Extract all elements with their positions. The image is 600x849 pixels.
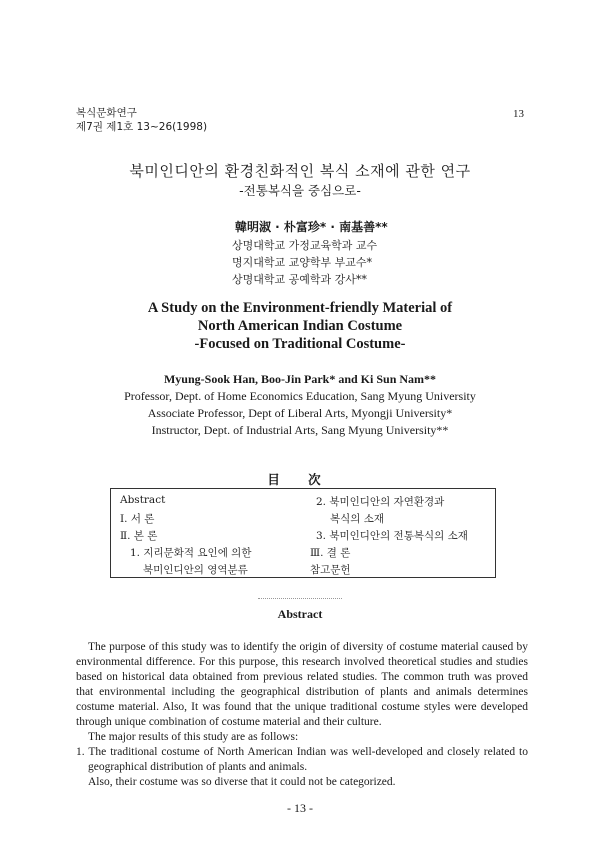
toc-item-conclusion[interactable]: Ⅲ. 결 론 <box>310 547 351 559</box>
english-affiliation-1: Professor, Dept. of Home Economics Education, Sang Myung University <box>124 389 476 403</box>
korean-affiliation-3: 상명대학교 공예학과 강사** <box>232 273 367 286</box>
english-title-line-1: A Study on the Environment-friendly Material of <box>147 300 453 316</box>
abstract-heading: Abstract <box>277 607 323 621</box>
toc-heading: 目 次 <box>0 470 600 488</box>
page-number-bottom: - 13 - <box>287 801 313 815</box>
korean-title: 북미인디안의 환경친화적인 복식 소재에 관한 연구 <box>129 162 471 180</box>
english-authors: Myung-Sook Han, Boo-Jin Park* and Ki Sun Nam** <box>163 372 437 386</box>
english-title-line-2: North American Indian Costume <box>197 318 403 334</box>
english-affiliation-3: Instructor, Dept. of Industrial Arts, Sang Myung University** <box>151 423 449 437</box>
toc-item-section-1[interactable]: 1. 지리문화적 요인에 의한 <box>130 547 252 559</box>
toc-item-introduction[interactable]: Ⅰ. 서 론 <box>120 513 155 525</box>
section-divider <box>258 598 342 599</box>
abstract-paragraph-2: The major results of this study are as follows: <box>88 731 299 743</box>
page-number-top: 13 <box>513 108 524 120</box>
english-subtitle: -Focused on Traditional Costume- <box>194 336 406 352</box>
toc-item-section-2[interactable]: 2. 북미인디안의 자연환경과 <box>316 496 445 508</box>
toc-item-section-3[interactable]: 3. 북미인디안의 전통복식의 소재 <box>316 530 468 542</box>
korean-affiliation-2: 명지대학교 교양학부 부교수* <box>232 256 373 269</box>
abstract-body <box>76 640 528 790</box>
korean-affiliation-1: 상명대학교 가정교육학과 교수 <box>232 239 378 252</box>
toc-item-section-2-cont: 복식의 소재 <box>330 513 385 525</box>
korean-subtitle: -전통복식을 중심으로- <box>239 183 361 198</box>
toc-item-abstract[interactable]: Abstract <box>120 494 166 506</box>
abstract-result-1: 1. The traditional costume of North American Indian was well-developed and closely related to geographical distribution of plants and animals. <box>76 746 528 773</box>
abstract-result-1-continued: Also, their costume was so diverse that it could not be categorized. <box>88 776 396 788</box>
journal-name: 복식문화연구 <box>76 107 137 119</box>
abstract-paragraph-1: The purpose of this study was to identify the origin of diversity of costume material caused by environmental difference. For this purpose, this research involved theoretical studies and studies based on historical data obtained from previous related studies. The common truth was proved that environmental including the geographical distribution of plants and animals determines costume material. Also, It was found that the unique traditional costume styles were developed through unique combination of costume material and their culture. <box>76 641 528 728</box>
journal-volume: 제7권 제1호 13~26(1998) <box>76 121 208 133</box>
toc-item-main-body[interactable]: Ⅱ. 본 론 <box>120 530 158 542</box>
korean-authors: 韓明淑 · 朴富珍* · 南基善** <box>235 220 388 234</box>
english-affiliation-2: Associate Professor, Dept of Liberal Arts, Myongji University* <box>147 406 453 420</box>
journal-info <box>76 106 207 134</box>
toc-item-references[interactable]: 참고문헌 <box>310 564 351 576</box>
toc-item-section-1-cont: 북미인디안의 영역분류 <box>143 564 248 576</box>
